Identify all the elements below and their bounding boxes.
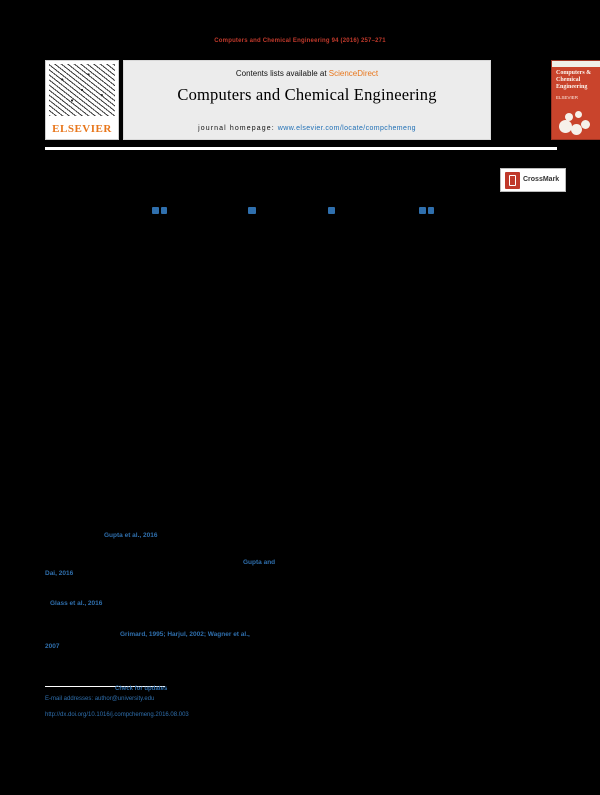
running-head: Computers and Chemical Engineering 94 (2016) 257–271 bbox=[214, 38, 386, 44]
masthead-divider bbox=[45, 147, 557, 150]
inline-citation[interactable]: Gupta et al., 2016 bbox=[104, 532, 158, 539]
elsevier-tree-icon bbox=[49, 64, 115, 116]
corresponding-author-note bbox=[45, 696, 154, 702]
doi-link[interactable]: http://dx.doi.org/10.1016/j.compchemeng.2016.08.003 bbox=[45, 712, 189, 718]
contents-line bbox=[124, 69, 490, 78]
contents-prefix: Contents lists available at bbox=[235, 69, 327, 78]
author-line bbox=[140, 205, 500, 219]
author-affiliation-mark bbox=[161, 207, 167, 214]
journal-homepage-link[interactable]: www.elsevier.com/locate/compchemeng bbox=[277, 125, 416, 132]
cover-artwork-icon bbox=[557, 105, 597, 135]
author-affiliation-mark bbox=[248, 207, 256, 214]
inline-citation[interactable]: Glass et al., 2016 bbox=[50, 600, 103, 607]
inline-citation[interactable]: Grimard, 1995; Harjul, 2002; Wagner et al., bbox=[120, 631, 250, 638]
journal-cover-thumbnail bbox=[551, 60, 600, 140]
journal-header-box bbox=[123, 60, 491, 140]
elsevier-logo bbox=[45, 60, 119, 140]
crossmark-label: CrossMark bbox=[523, 176, 560, 183]
email-link[interactable]: author@university.edu bbox=[94, 696, 155, 702]
homepage-prefix: journal homepage: bbox=[198, 125, 275, 132]
crossmark-check-label: Check for updates bbox=[115, 686, 168, 692]
sciencedirect-link[interactable]: ScienceDirect bbox=[328, 69, 379, 78]
inline-citation[interactable]: 2007 bbox=[45, 643, 60, 650]
inline-citation[interactable]: Dai, 2016 bbox=[45, 570, 74, 577]
journal-title: Computers and Chemical Engineering bbox=[177, 85, 437, 104]
inline-citation[interactable]: Gupta and bbox=[243, 559, 276, 566]
journal-masthead bbox=[45, 60, 592, 142]
elsevier-wordmark: ELSEVIER bbox=[52, 123, 112, 135]
email-label: E-mail addresses: bbox=[45, 696, 94, 702]
cover-title: Computers & Chemical Engineering bbox=[556, 70, 592, 90]
author-affiliation-mark bbox=[328, 207, 335, 214]
crossmark-icon bbox=[505, 172, 520, 189]
cover-subtitle: ELSEVIER bbox=[556, 95, 579, 100]
author-affiliation-mark bbox=[428, 207, 434, 214]
cover-top-bar bbox=[552, 61, 600, 67]
author-affiliation-mark bbox=[419, 207, 426, 214]
crossmark-badge[interactable] bbox=[500, 168, 566, 192]
author-affiliation-mark bbox=[152, 207, 159, 214]
journal-homepage-line bbox=[124, 125, 490, 132]
